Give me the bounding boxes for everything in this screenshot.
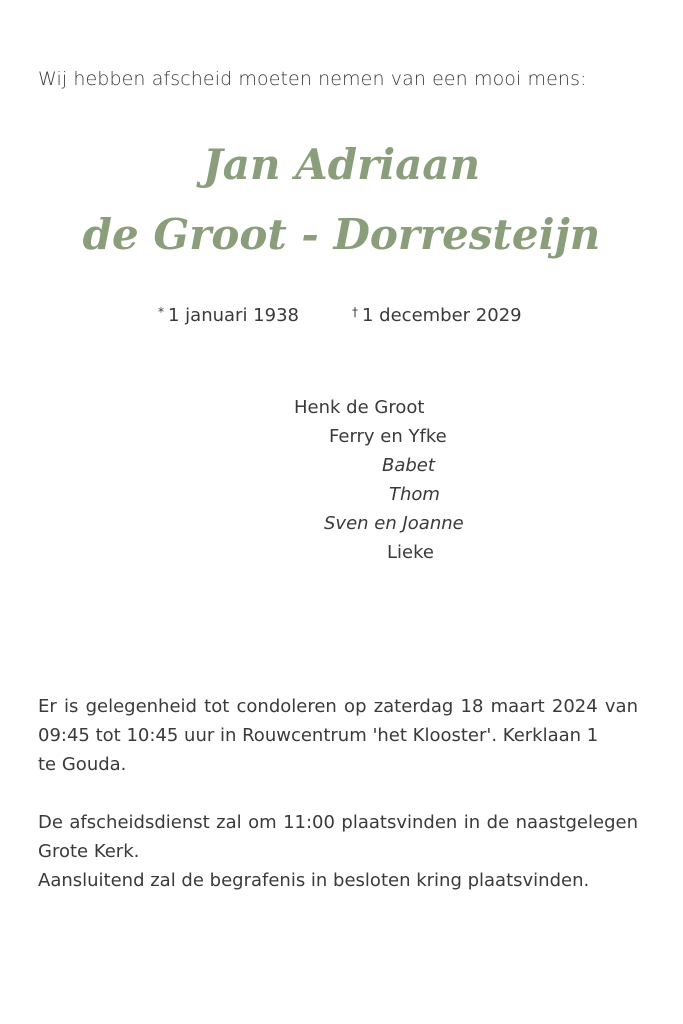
family-member-grandchild: Thom — [389, 484, 440, 505]
family-member-spouse: Henk de Groot — [294, 397, 425, 418]
birth-date — [158, 305, 299, 326]
service-paragraph — [38, 808, 638, 895]
family-member-grandchild: Lieke — [387, 542, 434, 563]
birth-symbol: * — [158, 305, 164, 319]
service-line: Grote Kerk. — [38, 841, 140, 862]
birth-date-value: 1 januari 1938 — [168, 305, 299, 326]
deceased-name-first: Jan Adriaan — [202, 140, 481, 189]
deceased-name-last: de Groot - Dorresteijn — [82, 210, 601, 259]
death-date-value: 1 december 2029 — [362, 305, 522, 326]
family-member-child: Sven en Joanne — [324, 513, 464, 534]
condolence-line: 09:45 tot 10:45 uur in Rouwcentrum 'het Klooster'. Kerklaan 1 — [38, 725, 599, 746]
condolence-paragraph — [38, 692, 638, 779]
condolence-line: Er is gelegenheid tot condoleren op zaterdag 18 maart 2024 van — [38, 696, 638, 717]
service-line: De afscheidsdienst zal om 11:00 plaatsvinden in de naastgelegen — [38, 812, 638, 833]
intro-text: Wij hebben afscheid moeten nemen van een mooi mens: — [38, 68, 587, 90]
condolence-line: te Gouda. — [38, 754, 127, 775]
death-symbol: † — [352, 305, 358, 319]
death-date — [352, 305, 522, 326]
family-member-grandchild: Babet — [382, 455, 435, 476]
family-member-child: Ferry en Yfke — [329, 426, 447, 447]
service-line: Aansluitend zal de begrafenis in besloten kring plaatsvinden. — [38, 870, 590, 891]
